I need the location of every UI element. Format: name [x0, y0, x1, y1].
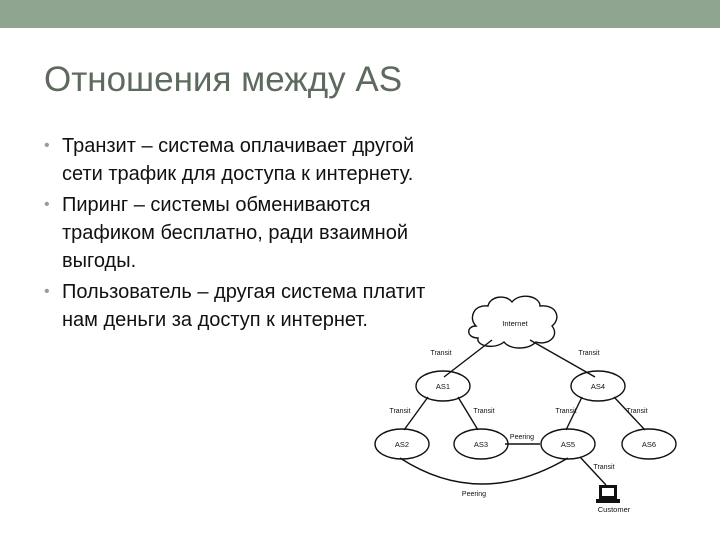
- edge-label-as1-as2: Transit: [389, 408, 411, 415]
- edge-internet-as4: [530, 340, 595, 377]
- bullet-transit: [44, 132, 444, 188]
- edge-label-as2-as5: Peering: [461, 491, 487, 498]
- bullet-text: Пользователь – другая система платит нам деньги за доступ к интернет.: [62, 281, 426, 331]
- node-as3-label: AS3: [473, 440, 489, 449]
- edge-label-as5-customer: Transit: [593, 464, 615, 471]
- slide-title: Отношения между AS: [44, 60, 403, 99]
- top-accent-bar: [0, 0, 720, 28]
- edge-label-as4-as6: Transit: [626, 408, 648, 415]
- node-as1-label: AS1: [435, 382, 451, 391]
- node-as4-label: AS4: [590, 382, 606, 391]
- as-relationship-diagram: [360, 288, 690, 520]
- bullet-dot-icon: •: [44, 196, 50, 213]
- bullet-peering: [44, 191, 444, 275]
- edge-label-internet-as4: Transit: [578, 350, 600, 357]
- node-internet-label: Internet: [502, 319, 528, 328]
- node-as6-label: AS6: [641, 440, 657, 449]
- bullet-text: Транзит – система оплачивает другой сети трафик для доступа к интернету.: [62, 135, 415, 185]
- node-customer-label: Customer: [597, 505, 631, 514]
- computer-icon: [596, 485, 620, 503]
- bullet-text: Пиринг – системы обмениваются трафиком бесплатно, ради взаимной выгоды.: [62, 194, 409, 272]
- edge-label-internet-as1: Transit: [430, 350, 452, 357]
- bullet-dot-icon: •: [44, 137, 50, 154]
- edge-as2-as5-peering: [400, 458, 568, 484]
- edge-label-as4-as5: Transit: [555, 408, 577, 415]
- edge-as5-customer: [580, 457, 606, 485]
- edge-label-as1-as3: Transit: [473, 408, 495, 415]
- node-as2-label: AS2: [394, 440, 410, 449]
- bullet-dot-icon: •: [44, 283, 50, 300]
- node-as5-label: AS5: [560, 440, 576, 449]
- edge-label-as3-as5: Peering: [509, 434, 535, 441]
